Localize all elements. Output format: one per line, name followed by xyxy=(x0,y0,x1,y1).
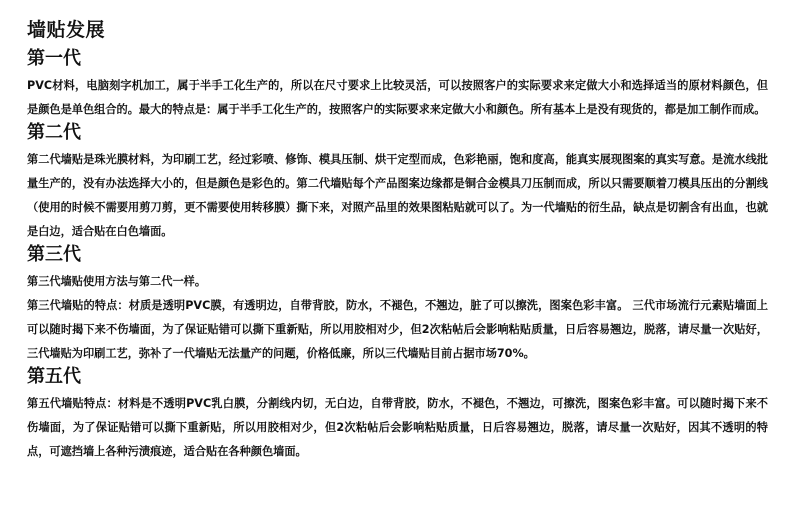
section-paragraph: 第三代墙贴使用方法与第二代一样。 xyxy=(27,275,207,288)
section-paragraph: 第二代墙贴是珠光膜材料，为印刷工艺，经过彩喷、修饰、模具压制、烘干定型而成，色彩艳丽，饱和度高，能真实展现图案的真实写意。是流水线批量生产的，没有办法选择大小的，但是颜色是彩色的。第二代墙贴每个产品图案边缘都是铜合金模具刀压制而成，所以只需要顺着刀模具压出的分割线（使用的时候不需要用剪刀剪，更不需要使用转移膜）撕下来，对照产品里的效果图粘贴就可以了。为一代墙贴的衍生品，缺点是切割含有出血，也就是白边，适合贴在白色墙面。 xyxy=(27,153,768,238)
section-fifth-generation xyxy=(27,366,768,464)
section-first-generation xyxy=(27,48,768,122)
section-paragraph: 第三代墙贴的特点：材质是透明PVC膜，有透明边，自带背胶，防水，不褪色，不翘边，脏了可以擦洗，图案色彩丰富。 三代市场流行元素贴墙面上可以随时揭下来不伤墙面，为了保证贴错可以撕下重新贴，所以用胶相对少，但2次粘帖后会影响粘贴质量，日后容易翘边，脱落，请尽量一次贴好，三代墙贴为印刷工艺，弥补了一代墙贴无法量产的问题，价格低廉，所以三代墙贴目前占据市场70%。 xyxy=(27,299,768,360)
section-second-generation xyxy=(27,122,768,244)
document-title: 墙贴发展 xyxy=(27,19,106,41)
section-heading: 第五代 xyxy=(27,366,81,387)
section-heading: 第三代 xyxy=(27,244,81,265)
section-paragraph: PVC材料，电脑刻字机加工，属于半手工化生产的，所以在尺寸要求上比较灵活，可以按照客户的实际要求来定做大小和选择适当的原材料颜色，但是颜色是单色组合的。最大的特点是：属于半手工化生产的，按照客户的实际要求来定做大小和颜色。所有基本上是没有现货的，都是加工制作而成。 xyxy=(27,79,768,116)
section-paragraph: 第五代墙贴特点：材料是不透明PVC乳白膜，分割线内切，无白边，自带背胶，防水，不褪色，不翘边，可擦洗，图案色彩丰富。可以随时揭下来不伤墙面，为了保证贴错可以撕下重新贴，所以用胶相对少，但2次粘帖后会影响粘贴质量，日后容易翘边，脱落，请尽量一次贴好，因其不透明的特点，可遮挡墙上各种污渍痕迹，适合贴在各种颜色墙面。 xyxy=(27,397,768,458)
section-third-generation xyxy=(27,244,768,366)
section-heading: 第一代 xyxy=(27,48,81,69)
section-heading: 第二代 xyxy=(27,122,81,143)
